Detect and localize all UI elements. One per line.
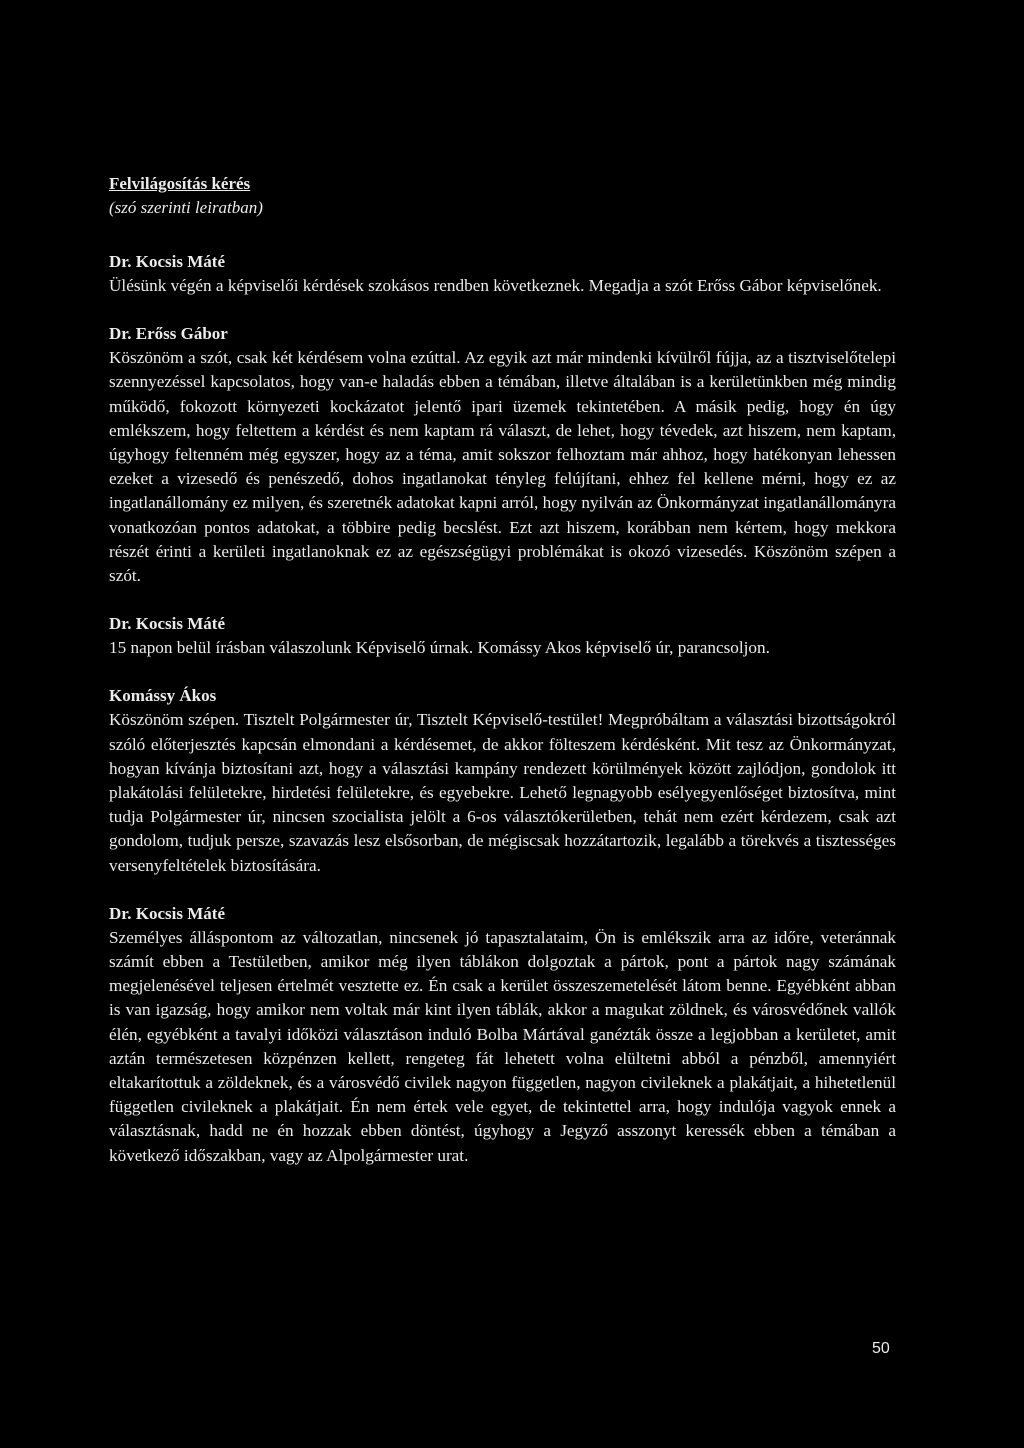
speech-text: 15 napon belül írásban válaszolunk Képviselő úrnak. Komássy Akos képviselő úr, parancsoljon.: [109, 638, 770, 658]
speech-block: [109, 250, 896, 298]
speech-text: Köszönöm szépen. Tisztelt Polgármester úr, Tisztelt Képviselő-testület! Megpróbáltam a választási bizottságokról szóló előterjesztés kapcsán elmondani a kérdésemet, de akkor fölteszem kérdésként. Mit tesz az Önkormányzat, hogyan kívánja biztosítani azt, hogy a választási kampány rendezett körülmények között zajlódjon, gondolok itt plakátolási felületekre, hirdetési felületekre, és egyebekre. Lehető legnagyobb esélyegyenlőséget biztosítva, mint tudja Polgármester úr, nincsen szocialista jelölt a 6-os választókerületben, tehát nem ezért kérdezem, csak azt gondolom, tudjuk persze, szavazás lesz elsősorban, de mégiscsak hozzátartozik, legalább a törekvés a tisztességes versenyfeltételek biztosítására.: [109, 710, 896, 875]
section-subheading: (szó szerinti leiratban): [109, 198, 263, 217]
document-body: [109, 172, 896, 1192]
speech-text: Személyes álláspontom az változatlan, nincsenek jó tapasztalataim, Ön is emlékszik arra az időre, veteránnak számít ebben a Testületben, amikor még ilyen táblákon dolgoztak a pártok, pont a pártok nagy számának megjelenésével teljesen értelmét vesztette ez. Én csak a kerület összeszemetelését látom benne. Egyébként abban is van igazság, hogy amikor nem voltak már kint ilyen táblák, akkor a magukat zöldnek, és városvédőnek vallók élén, egyébként a tavalyi időközi választáson induló Bolba Mártával ganézták össze a legjobban a kerületet, amit aztán természetesen közpénzen kellett, rengeteg fát lehetett volna elültetni abból a pénzből, amennyiért eltakarítottuk a zöldeknek, és a városvédő civilek nagyon független, nagyon civileknek a plakátjait, a hihetetlenül független civileknek a plakátjait. Én nem értek vele egyet, de tekintettel arra, hogy indulója vagyok ennek a választásnak, hadd ne én hozzak ebben döntést, úgyhogy a Jegyző asszonyt keressék ebben a témában a következő időszakban, vagy az Alpolgármester urat.: [109, 927, 896, 1165]
speech-text: Ülésünk végén a képviselői kérdések szokásos rendben következnek. Megadja a szót Erőss Gábor képviselőnek.: [109, 276, 882, 295]
speaker-name: Dr. Kocsis Máté: [109, 614, 225, 634]
page-number: 50: [872, 1340, 890, 1357]
speech-block: [109, 902, 896, 1168]
speaker-name: Komássy Ákos: [109, 686, 217, 706]
speech-block: [109, 684, 896, 877]
speech-block: [109, 322, 896, 588]
speaker-name: Dr. Kocsis Máté: [109, 252, 225, 271]
section-heading: Felvilágosítás kérés: [109, 174, 251, 193]
speech-text: Köszönöm a szót, csak két kérdésem volna ezúttal. Az egyik azt már mindenki kívülről fújja, az a tisztviselőtelepi szennyezéssel kapcsolatos, hogy van-e haladás ebben a témában, illetve általában is a kerületünkben még mindig működő, fokozott környezeti kockázatot jelentő ipari üzemek tekintetében. A másik pedig, hogy én úgy emlékszem, hogy feltettem a kérdést és nem kaptam rá választ, de lehet, hogy tévedek, azt hiszem, nem kaptam, úgyhogy feltenném még egyszer, hogy az a téma, amit sokszor felhoztam már ahhoz, hogy hatékonyan lehessen ezeket a vizesedő és penészedő, dohos ingatlanokat tényleg felújítani, ehhez fel kellene mérni, hogy ez az ingatlanállomány ez milyen, és szeretnék adatokat kapni arról, hogy nyilván az Önkormányzat ingatlanállományra vonatkozóan pontos adatokat, a többire pedig becslést. Ezt azt hiszem, korábban nem kértem, hogy mekkora részét érinti a kerületi ingatlanoknak ez az egészségügyi problémákat is okozó vizesedés. Köszönöm szépen a szót.: [109, 348, 896, 586]
speaker-name: Dr. Kocsis Máté: [109, 903, 225, 923]
speaker-name: Dr. Erőss Gábor: [109, 324, 228, 344]
speech-block: [109, 612, 896, 660]
